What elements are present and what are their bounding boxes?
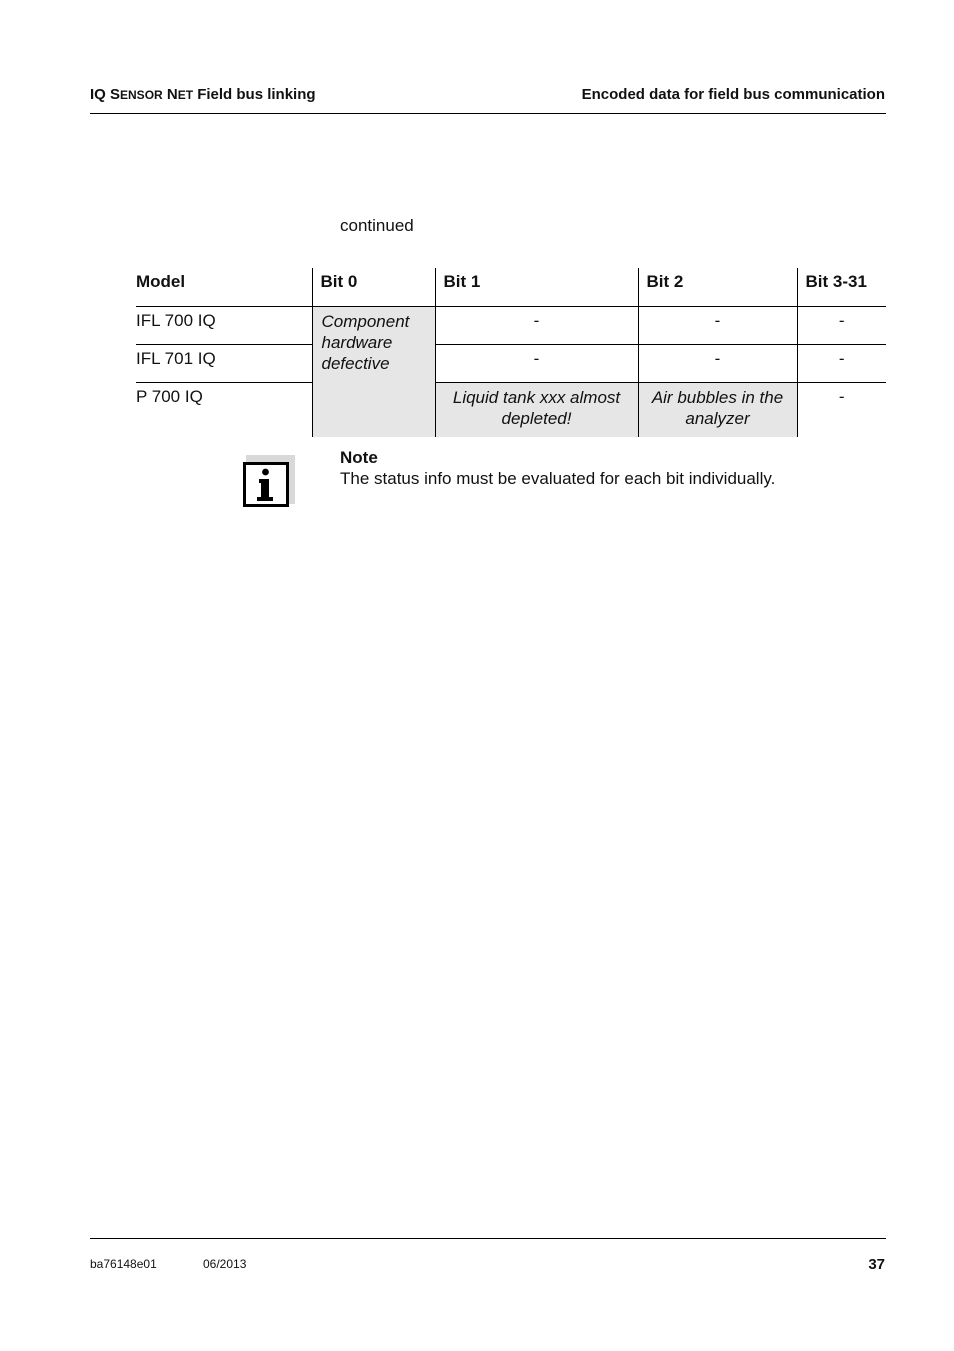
header-bit-2: Bit 2: [638, 268, 797, 307]
page-number: 37: [868, 1256, 885, 1273]
footer-rule: [90, 1238, 886, 1239]
header-rule: [90, 113, 886, 114]
cell-bit-0-merged: Component hardware defective: [312, 307, 435, 438]
cell-bit-3-31: -: [797, 383, 886, 438]
cell-bit-3-31: -: [797, 345, 886, 383]
cell-bit-3-31: -: [797, 307, 886, 345]
header-left-smallcaps-2: ET: [177, 88, 194, 102]
table-row: [136, 345, 886, 383]
cell-bit-2: -: [638, 307, 797, 345]
header-bit-0: Bit 0: [312, 268, 435, 307]
header-left-mid: N: [162, 86, 178, 103]
info-icon: [243, 455, 295, 507]
footer-doc-id: ba76148e01: [90, 1257, 157, 1271]
cell-model: P 700 IQ: [136, 387, 203, 406]
cell-model: IFL 701 IQ: [136, 345, 312, 383]
cell-bit-1: -: [435, 345, 638, 383]
note-text: The status info must be evaluated for each bit individually.: [340, 469, 776, 488]
status-table: [136, 268, 886, 437]
cell-bit-1: Liquid tank xxx almost depleted!: [435, 383, 638, 438]
cell-bit-1: -: [435, 307, 638, 345]
header-left-smallcaps-1: ENSOR: [120, 88, 163, 102]
table-row: [136, 383, 886, 438]
table-header-row: [136, 268, 886, 307]
cell-bit-2: Air bubbles in the analyzer: [638, 383, 797, 438]
header-left-suffix: Field bus linking: [193, 86, 316, 103]
cell-model: IFL 700 IQ: [136, 307, 312, 345]
header-left: [90, 86, 316, 103]
header-right: Encoded data for field bus communication: [581, 86, 885, 103]
table-row: [136, 307, 886, 345]
cell-bit-2: -: [638, 345, 797, 383]
header-bit-1: Bit 1: [435, 268, 638, 307]
header-model: Model: [136, 268, 312, 307]
note-title: Note: [340, 448, 378, 467]
header-left-prefix: IQ S: [90, 86, 121, 103]
header-bit-3-31: Bit 3-31: [797, 268, 886, 307]
footer-date: 06/2013: [203, 1257, 247, 1271]
continued-label: continued: [340, 216, 414, 235]
